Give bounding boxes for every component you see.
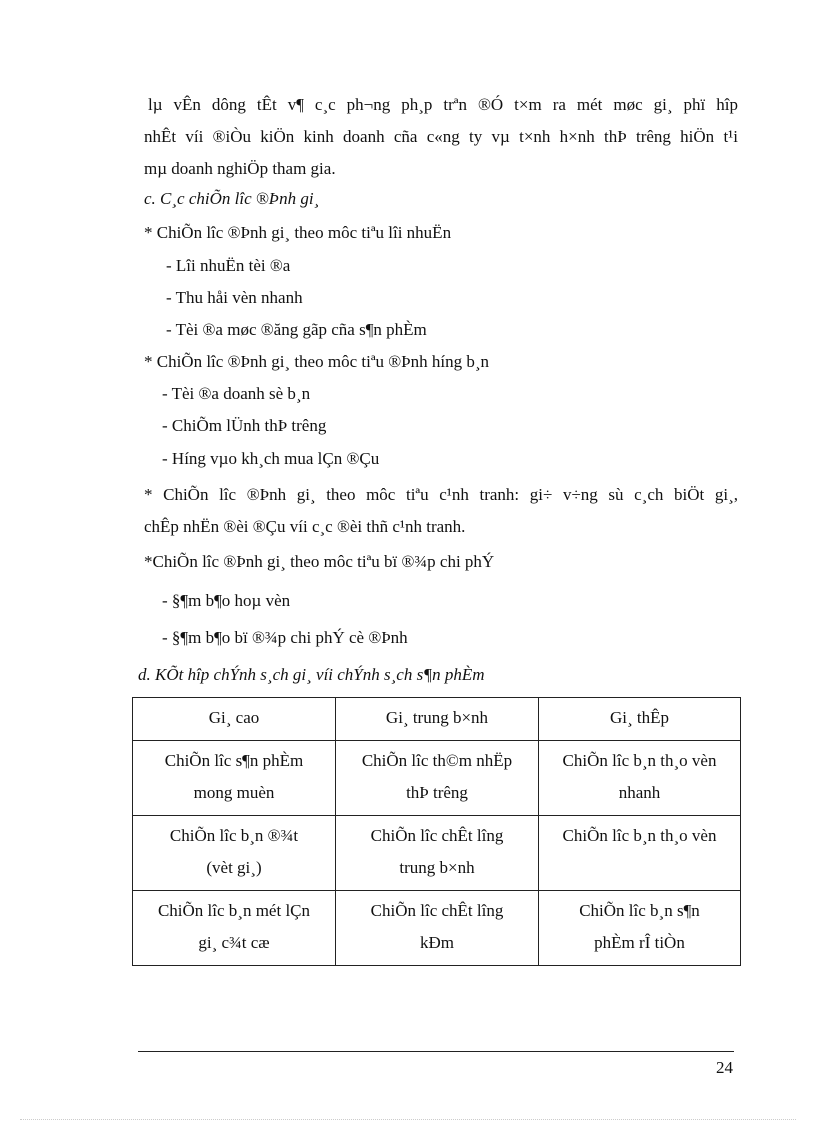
table-cell: ChiÕn lîc th©m nhËp thÞ trêng	[336, 741, 539, 816]
section-3-line-2: chÊp nhËn ®èi ®Çu víi c¸c ®èi thñ c¹nh tranh.	[144, 517, 466, 536]
table-header-row	[133, 698, 741, 741]
table-row	[133, 891, 741, 966]
section-2-item: - Híng vµo kh¸ch mua lÇn ®Çu	[162, 449, 380, 468]
table-cell: ChiÕn lîc chÊt lîng trung b×nh	[336, 816, 539, 891]
section-1-item: - Thu håi vèn nhanh	[166, 288, 303, 307]
footer-divider	[138, 1051, 734, 1052]
paragraph-line-2: nhÊt víi ®iÒu kiÖn kinh doanh cña c«ng ty vµ t×nh h×nh thÞ trêng hiÖn t¹i	[144, 127, 738, 146]
pricing-strategy-table	[132, 697, 741, 966]
table-cell: ChiÕn lîc s¶n phÈm mong muèn	[133, 741, 336, 816]
heading-d: d. KÕt hîp chÝnh s¸ch gi¸ víi chÝnh s¸ch s¶n phÈm	[138, 665, 485, 684]
table-row	[133, 816, 741, 891]
paragraph-line-3: mµ doanh nghiÖp tham gia.	[144, 159, 336, 178]
section-4-item: - §¶m b¶o hoµ vèn	[162, 591, 291, 610]
table-header-cell: Gi¸ cao	[133, 698, 336, 741]
heading-c: c. C¸c chiÕn lîc ®Þnh gi¸	[144, 189, 320, 208]
table-cell: ChiÕn lîc b¸n th¸o vèn	[539, 816, 741, 891]
section-2-item: - Tèi ®a doanh sè b¸n	[162, 384, 311, 403]
section-2-item: - ChiÕm lÜnh thÞ trêng	[162, 416, 327, 435]
table-cell: ChiÕn lîc chÊt lîng kÐm	[336, 891, 539, 966]
section-1-item: - Tèi ®a møc ®ăng gãp cña s¶n phÈm	[166, 320, 427, 339]
table-header-cell: Gi¸ trung b×nh	[336, 698, 539, 741]
section-1-item: - Lîi nhuËn tèi ®a	[166, 256, 291, 275]
section-1-title: * ChiÕn lîc ®Þnh gi¸ theo môc tiªu lîi nhuËn	[144, 223, 452, 242]
table-cell: ChiÕn lîc b¸n mét lÇn gi¸ c¾t cæ	[133, 891, 336, 966]
section-4-item: - §¶m b¶o bï ®¾p chi phÝ cè ®Þnh	[162, 628, 408, 647]
page-number: 24	[716, 1058, 733, 1077]
section-2-title: * ChiÕn lîc ®Þnh gi¸ theo môc tiªu ®Þnh híng b¸n	[144, 352, 490, 371]
table-row	[133, 741, 741, 816]
table-header-cell: Gi¸ thÊp	[539, 698, 741, 741]
section-4-title: *ChiÕn lîc ®Þnh gi¸ theo môc tiªu bï ®¾p chi phÝ	[144, 552, 495, 571]
paragraph-line-1: lµ vÊn dông tÊt v¶ c¸c ph¬ng ph¸p trªn ®Ó t×m ra mét møc gi¸ phï hîp	[148, 95, 738, 114]
section-3-line-1: * ChiÕn lîc ®Þnh gi¸ theo môc tiªu c¹nh tranh: gi÷ v÷ng sù c¸ch biÖt gi¸,	[144, 485, 738, 504]
page-bottom-border	[20, 1119, 796, 1120]
table-cell: ChiÕn lîc b¸n th¸o vèn nhanh	[539, 741, 741, 816]
table-cell: ChiÕn lîc b¸n ®¾t (vèt gi¸)	[133, 816, 336, 891]
table-cell: ChiÕn lîc b¸n s¶n phÈm rÎ tiÒn	[539, 891, 741, 966]
